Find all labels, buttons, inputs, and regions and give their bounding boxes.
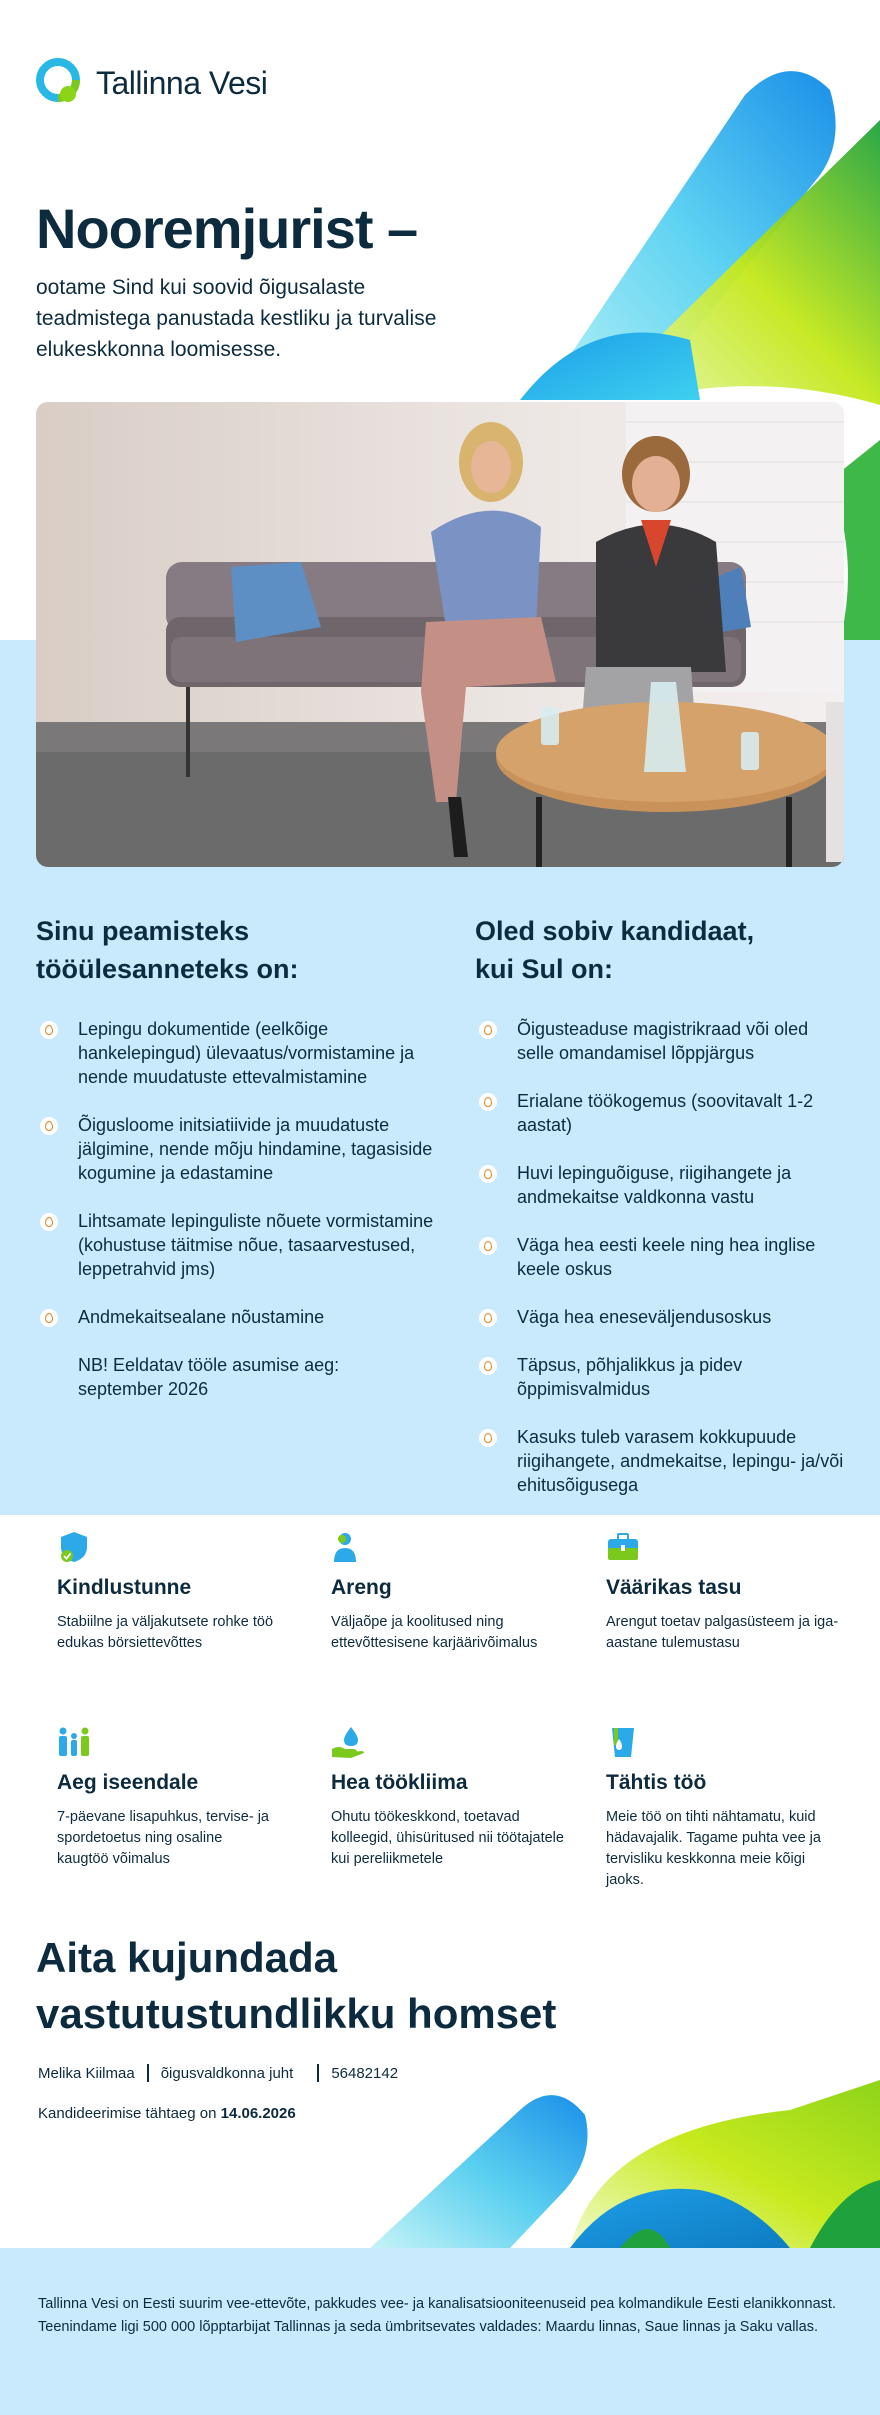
drop-bullet-icon xyxy=(40,1213,58,1231)
benefit-kindlustunne xyxy=(57,1530,297,1654)
drop-bullet-icon xyxy=(479,1309,497,1327)
requirements-heading-line1: Oled sobiv kandidaat, xyxy=(475,916,755,946)
benefit-title: Kindlustunne xyxy=(57,1576,192,1599)
benefit-text: Ohutu töökeskkond, toetavad kolleegid, ühisüritused nii töötajatele kui pereliikmetele xyxy=(331,1809,564,1867)
benefit-tahtis-too xyxy=(606,1725,846,1891)
person-icon xyxy=(331,1530,365,1564)
benefit-title: Hea töökliima xyxy=(331,1771,468,1794)
list-item xyxy=(475,1305,845,1329)
list-item xyxy=(475,1353,845,1401)
duty-text: Andmekaitsealane nõustamine xyxy=(78,1307,325,1327)
hand-drop-icon xyxy=(331,1725,365,1759)
requirement-text: Kasuks tuleb varasem kokkupuude riigihangete, andmekaitse, lepingu- ja/või ehitusõigusega xyxy=(517,1427,844,1495)
benefit-text: Stabiilne ja väljakutsete rohke töö edukas börsiettevõttes xyxy=(57,1614,274,1651)
requirement-text: Erialane töökogemus (soovitavalt 1-2 aastat) xyxy=(517,1091,814,1135)
application-deadline xyxy=(38,2105,296,2122)
contact-role: õigusvaldkonna juht xyxy=(160,2064,294,2082)
requirements-heading xyxy=(475,912,754,988)
list-item xyxy=(475,1089,845,1137)
logo-text: Tallinna Vesi xyxy=(96,64,268,101)
office-photo xyxy=(36,402,844,867)
requirement-text: Huvi lepinguõiguse, riigihangete ja andmekaitse valdkonna vastu xyxy=(517,1163,792,1207)
logo-mark-icon xyxy=(36,58,86,108)
drop-bullet-icon xyxy=(479,1021,497,1039)
contact-name: Melika Kiilmaa xyxy=(38,2064,135,2082)
benefit-title: Tähtis töö xyxy=(606,1771,707,1794)
list-item xyxy=(36,1113,436,1185)
duty-text: Lihtsamate lepinguliste nõuete vormistamine (kohustuse täitmise nõue, tasaarvestused, leppetrahvid jms) xyxy=(78,1211,434,1279)
benefit-title: Väärikas tasu xyxy=(606,1576,742,1599)
page-title: Nooremjurist – xyxy=(36,197,418,260)
drop-bullet-icon xyxy=(479,1093,497,1111)
benefit-text: Meie töö on tihti nähtamatu, kuid hädavajalik. Tagame puhta vee ja tervisliku keskkonna meie kõigi jaoks. xyxy=(606,1809,821,1888)
drop-bullet-icon xyxy=(479,1165,497,1183)
requirements-heading-line2: kui Sul on: xyxy=(475,954,613,984)
benefit-hea-tookliima xyxy=(331,1725,571,1870)
benefit-text: Arengut toetav palgasüsteem ja iga-aastane tulemustasu xyxy=(606,1614,839,1651)
benefit-aeg-iseendale xyxy=(57,1725,297,1870)
shield-check-icon xyxy=(57,1530,91,1564)
contact-line xyxy=(38,2064,398,2082)
divider xyxy=(317,2064,319,2082)
benefit-text: Väljaõpe ja koolitused ning ettevõttesisene karjäärivõimalus xyxy=(331,1614,538,1651)
duties-note xyxy=(36,1353,376,1401)
duties-heading-line1: Sinu peamisteks xyxy=(36,916,250,946)
duty-text: Õigusloome initsiatiivide ja muudatuste jälgimine, nende mõju hindamine, tagasiside kogumine ja edastamine xyxy=(78,1115,433,1183)
drop-bullet-icon xyxy=(40,1309,58,1327)
duty-text: Lepingu dokumentide (eelkõige hankelepingud) ülevaatus/vormistamine ja nende muudatuste ettevalmistamine xyxy=(78,1019,415,1087)
contact-phone[interactable]: 56482142 xyxy=(331,2064,399,2082)
footer xyxy=(0,2248,880,2415)
list-item xyxy=(475,1017,845,1065)
benefit-areng xyxy=(331,1530,571,1654)
benefit-vaarikas-tasu xyxy=(606,1530,846,1654)
drop-bullet-icon xyxy=(479,1357,497,1375)
footer-text: Tallinna Vesi on Eesti suurim vee-ettevõte, pakkudes vee- ja kanalisatsiooniteenuseid pea kolmandikule Eesti elanikkonnast. Teenindame ligi 500 000 lõpptarbijat Tallinnas ja seda ümbritsevates valdades: Maardu linnas, Saue linnas ja Saku vallas. xyxy=(38,2296,836,2335)
duties-heading xyxy=(36,912,299,988)
drop-bullet-icon xyxy=(479,1429,497,1447)
briefcase-icon xyxy=(606,1530,640,1564)
tallinna-vesi-logo xyxy=(36,58,267,108)
benefit-text: 7-päevane lisapuhkus, tervise- ja spordetoetus ning osaline kaugtöö võimalus xyxy=(57,1809,269,1867)
family-icon xyxy=(57,1725,91,1759)
drop-bullet-icon xyxy=(40,1117,58,1135)
drop-bullet-icon xyxy=(479,1237,497,1255)
benefit-title: Areng xyxy=(331,1576,392,1599)
cta-heading: Aita kujundada vastutustundlikku homset xyxy=(36,1934,557,2037)
drop-bullet-icon xyxy=(40,1021,58,1039)
deadline-label: Kandideerimise tähtaeg on xyxy=(38,2105,217,2122)
duties-heading-line2: tööülesanneteks on: xyxy=(36,954,299,984)
bottom-decorative-shapes xyxy=(370,2070,880,2250)
water-glass-icon xyxy=(606,1725,640,1759)
list-item xyxy=(475,1233,845,1281)
divider xyxy=(147,2064,149,2082)
duties-list xyxy=(36,1017,436,1401)
list-item xyxy=(36,1305,436,1329)
benefit-title: Aeg iseendale xyxy=(57,1771,199,1794)
list-item xyxy=(36,1017,436,1089)
requirements-list xyxy=(475,1017,845,1497)
list-item xyxy=(475,1161,845,1209)
requirement-text: Väga hea eneseväljendusoskus xyxy=(517,1307,772,1327)
requirement-text: Õigusteaduse magistrikraad või oled selle omandamisel lõppjärgus xyxy=(517,1019,809,1063)
note-text: NB! Eeldatav tööle asumise aeg: september 2026 xyxy=(78,1355,340,1399)
requirement-text: Täpsus, põhjalikkus ja pidev õppimisvalmidus xyxy=(517,1355,743,1399)
list-item xyxy=(36,1209,436,1281)
deadline-date: 14.06.2026 xyxy=(220,2105,296,2122)
list-item xyxy=(475,1425,845,1497)
page-subtitle: ootame Sind kui soovid õigusalaste teadmistega panustada kestliku ja turvalise elukeskkonna loomisesse. xyxy=(36,276,437,361)
requirement-text: Väga hea eesti keele ning hea inglise keele oskus xyxy=(517,1235,816,1279)
